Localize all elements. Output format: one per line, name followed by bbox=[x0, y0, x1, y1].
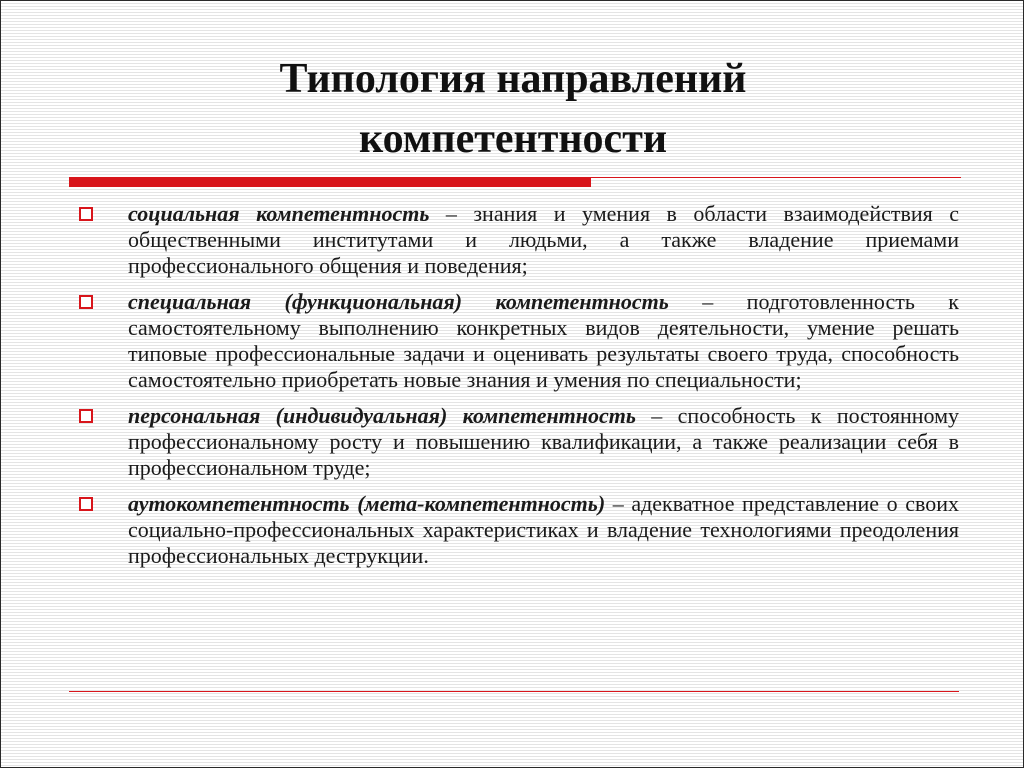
item-definition: – адекватное представление о своих социально-профессиональных характеристиках и владение технологиями преодоления профессиональных деструкции. bbox=[128, 491, 960, 568]
hollow-square-icon bbox=[79, 409, 93, 423]
item-definition: – знания и умения в области взаимодействия с общественными институтами и людьми, а также владение приемами профессионального общения и поведения; bbox=[128, 201, 959, 278]
item-term: социальная компетентность bbox=[128, 201, 430, 226]
item-term: специальная (функциональная) компетентность bbox=[128, 289, 669, 314]
item-term: аутокомпетентность (мета-компетентность) bbox=[128, 491, 606, 516]
list-item bbox=[79, 289, 959, 393]
item-definition: – подготовленность к самостоятельному выполнению конкретных видов деятельности, умение решать типовые профессиональные задачи и оценивать результаты своего труда, способность самостоятельно приобретать новые знания и умения по специальности; bbox=[128, 289, 959, 392]
list-item bbox=[79, 491, 959, 569]
page-title bbox=[1, 49, 1024, 169]
item-definition: – способность к постоянному профессиональному росту и повышению квалификации, а также реализации себя в профессиональном труде; bbox=[128, 403, 959, 480]
competence-list bbox=[79, 201, 959, 579]
hollow-square-icon bbox=[79, 207, 93, 221]
hollow-square-icon bbox=[79, 497, 93, 511]
title-line-1: Типология направлений bbox=[279, 56, 747, 102]
hollow-square-icon bbox=[79, 295, 93, 309]
list-item bbox=[79, 201, 959, 279]
title-line-2: компетентности bbox=[358, 116, 668, 162]
title-divider-thin bbox=[591, 177, 961, 178]
title-divider-thick bbox=[69, 177, 591, 187]
item-term: персональная (индивидуальная) компетентность bbox=[128, 403, 636, 428]
list-item bbox=[79, 403, 959, 481]
footer-divider bbox=[69, 691, 959, 692]
